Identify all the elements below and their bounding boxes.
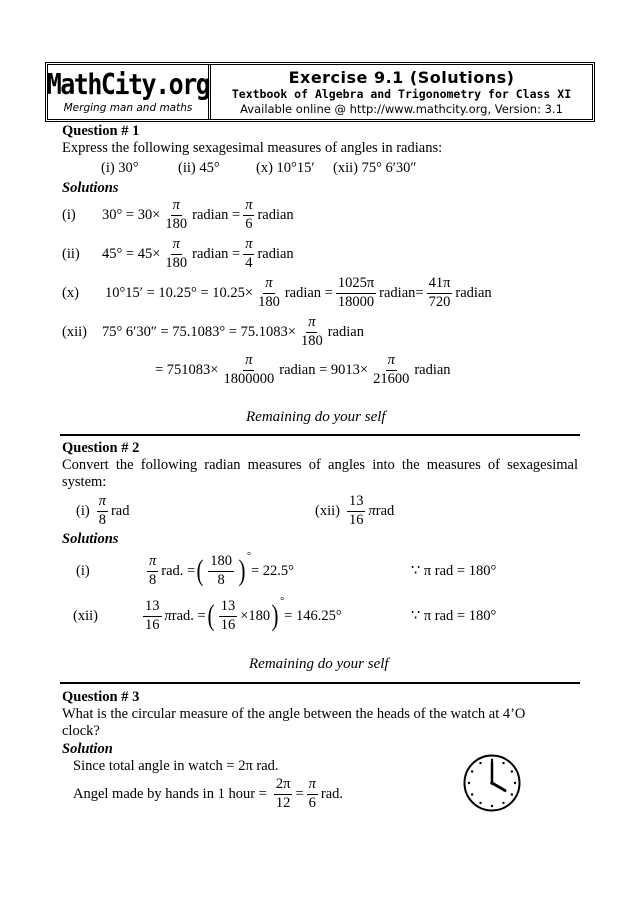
q1-sol-xii-expr: 75° 6′30″ = 75.1083° = 75.1083× [102,323,296,340]
q2-item-i [76,491,129,531]
q2-sol-xii-frac1: $\frac{13}{16}$ [145,597,160,633]
q1-sol-x-end: radian [455,284,492,301]
q2-sol-i-label: (i) [76,562,90,579]
q2-because-xii: ∵ π rad = 180° [411,608,497,624]
q2-because-i: ∵ π rad = 180° [411,563,497,579]
q2-sol-i-mid: rad. = [161,562,196,579]
q2-item-xii-label: (xii) [315,502,340,519]
q1-sol-xii-label: (xii) [62,323,87,340]
q3-prompt-line2: clock? [62,723,100,739]
page-header [45,62,595,122]
q1-sol-i [62,195,294,235]
q1-sol-ii-label: (ii) [62,245,80,262]
q1-cont-frac1: $\frac{\pi}{1800000}$ [223,351,275,387]
q1-sol-ii [62,234,294,274]
q2-item-xii-pi: π [368,502,376,519]
q2-solutions-label: Solutions [62,531,119,547]
q2-sol-i-lparen: ( [196,554,204,587]
q1-sol-x-frac1: $\frac{\pi}{180}$ [258,274,280,310]
q2-sol-xii-degree: ° [280,596,285,607]
q1-sol-x-mid2: radian= [379,284,424,301]
q1-sol-i-mid: radian = [192,206,241,223]
q1-cont-frac2: $\frac{\pi}{21600}$ [373,351,410,387]
q2-remaining: Remaining do your self [249,656,389,672]
q1-sol-xii [62,312,364,352]
q3-line1: Since total angle in watch = 2π rad. [73,758,279,774]
q1-sol-x-mid: radian = [284,284,333,301]
exercise-title: Exercise 9.1 (Solutions) [288,67,515,87]
q1-sol-ii-end: radian [257,245,294,262]
q1-item-ii: (ii) 45° [178,160,220,176]
q3-line2-frac1: $\frac{2\pi}{12}$ [275,775,291,811]
q1-sol-i-end: radian [257,206,294,223]
q1-cont-end: radian [414,361,451,378]
q2-item-i-unit: rad [110,502,130,519]
q1-sol-ii-expr: 45° = 45× [102,245,161,262]
q1-sol-i-label: (i) [62,206,76,223]
q1-remaining: Remaining do your self [246,409,386,425]
q1-item-i: (i) 30° [101,160,139,176]
q2-prompt-line1: Convert the following radian measures of angles into the measures of sexagesimal [62,457,578,473]
q1-sol-x-frac3: $\frac{41\pi}{720}$ [428,274,451,310]
clock-icon [462,753,522,813]
q1-item-xii: (xii) 75° 6′30″ [333,160,417,176]
q1-cont-mid: radian = 9013× [279,361,369,378]
q1-heading: Question # 1 [62,123,140,139]
q1-sol-x-frac2: $\frac{1025\pi}{18000}$ [337,274,375,310]
textbook-subtitle: Textbook of Algebra and Trigonometry for Class XI [231,86,572,101]
q2-sol-xii-rparen: ) [271,599,279,632]
q1-sol-i-frac2: $\frac{\pi}{6}$ [245,196,253,232]
q2-sol-i-result: = 22.5° [250,562,294,579]
q2-sol-xii-pi: π [164,607,172,624]
q2-sol-xii [73,594,342,638]
q3-line2-end: rad. [320,785,343,802]
q2-item-i-label: (i) [76,502,90,519]
tagline: Merging man and maths [63,102,193,114]
q3-heading: Question # 3 [62,689,140,705]
q1-sol-ii-frac1: $\frac{\pi}{180}$ [165,235,188,271]
q1-sol-xii-end: radian [327,323,364,340]
q3-line2-eq: = [295,785,304,802]
q1-prompt: Express the following sexagesimal measures of angles in radians: [62,140,443,156]
q1-item-x: (x) 10°15′ [256,160,315,176]
q2-sol-i-frac1: $\frac{\pi}{8}$ [149,552,157,588]
q1-cont-expr: = 751083× [155,361,219,378]
q1-sol-x [62,273,492,313]
q1-sol-i-frac1: $\frac{\pi}{180}$ [165,196,188,232]
q2-sol-i-degree: ° [246,551,251,562]
q2-sol-xii-times: ×180 [240,607,271,624]
q2-item-xii [315,491,394,531]
q3-solution-label: Solution [62,741,113,757]
q1-sol-ii-mid: radian = [192,245,241,262]
q1-sol-x-label: (x) [62,284,79,301]
q2-sol-xii-lparen: ( [207,599,215,632]
q2-sol-xii-label: (xii) [73,607,98,624]
q2-sol-i-rparen: ) [238,554,246,587]
q1-sol-i-expr: 30° = 30× [102,206,161,223]
q3-line2 [73,774,343,814]
q3-line2-lead: Angel made by hands in 1 hour = [73,785,267,802]
availability-line[interactable]: Available online @ http://www.mathcity.org, Version: 3.1 [240,101,563,116]
q2-prompt-line2: system: [62,474,107,490]
q1-sol-x-expr: 10°15′ = 10.25° = 10.25× [105,284,254,301]
q2-sol-xii-result: = 146.25° [284,607,342,624]
q2-heading: Question # 2 [62,440,140,456]
title-block [211,65,592,119]
q2-sol-xii-frac2: $\frac{13}{16}$ [220,597,236,633]
q2-item-i-frac: $\frac{\pi}{8}$ [98,492,106,528]
divider-q1 [60,434,580,436]
q1-sol-xii-cont [155,350,451,390]
q2-item-xii-frac: $\frac{13}{16}$ [348,492,364,528]
q1-sol-ii-frac2: $\frac{\pi}{4}$ [245,235,253,271]
q1-solutions-label: Solutions [62,180,119,196]
logo[interactable]: MathCity.org [46,67,210,102]
q2-sol-i [76,549,294,593]
q2-sol-i-frac2: $\frac{180}{8}$ [210,552,232,588]
divider-q2 [60,682,580,684]
q1-sol-xii-frac1: $\frac{\pi}{180}$ [300,313,323,349]
q2-sol-xii-mid: rad. = [171,607,206,624]
q3-prompt-line1: What is the circular measure of the angle between the heads of the watch at 4’O [62,706,526,722]
brand-block [48,65,211,119]
q3-line2-frac2: $\frac{\pi}{6}$ [308,775,316,811]
q2-item-xii-unit: rad [375,502,395,519]
